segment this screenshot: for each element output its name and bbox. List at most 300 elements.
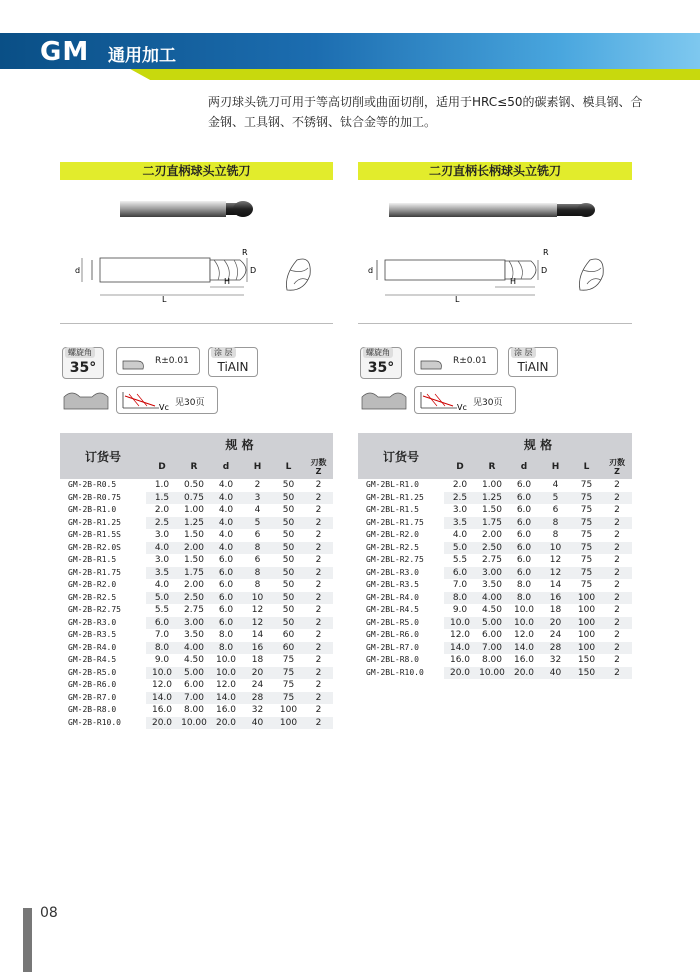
col-d-outer-r: D <box>444 455 476 479</box>
cutting-speed-chart-icon-r <box>417 388 469 412</box>
spec-cell: 5.00 <box>476 617 508 630</box>
spec-cell: 75 <box>571 504 602 517</box>
spec-cell: 12.0 <box>508 629 540 642</box>
spec-cell: 8 <box>242 542 273 555</box>
spec-cell: 75 <box>571 579 602 592</box>
order-code-cell: GM-2B-R6.0 <box>60 679 146 692</box>
table-row <box>358 479 632 492</box>
spec-cell: 2 <box>304 679 333 692</box>
spec-cell: 100 <box>273 704 304 717</box>
spec-cell: 2.75 <box>178 604 210 617</box>
spec-cell: 2 <box>602 579 632 592</box>
spec-cell: 14 <box>242 629 273 642</box>
table-row <box>60 542 333 555</box>
spec-cell: 8 <box>540 529 571 542</box>
spec-cell: 16 <box>242 642 273 655</box>
left-divider <box>60 323 333 324</box>
spec-cell: 4.00 <box>476 592 508 605</box>
teeth-z-label-r: Z <box>614 467 620 476</box>
order-code-cell: GM-2B-R1.5S <box>60 529 146 542</box>
coating-value-r: TiAIN <box>517 360 549 374</box>
spec-cell: 75 <box>273 654 304 667</box>
spec-cell: 8.0 <box>210 629 242 642</box>
spec-cell: 1.00 <box>178 504 210 517</box>
spec-cell: 10.00 <box>476 667 508 680</box>
order-code-cell: GM-2B-R4.0 <box>60 642 146 655</box>
spec-cell: 2 <box>304 717 333 730</box>
spec-cell: 16.0 <box>210 704 242 717</box>
spec-cell: 8.0 <box>210 642 242 655</box>
spec-cell: 24 <box>540 629 571 642</box>
spec-cell: 6.0 <box>508 479 540 492</box>
spec-cell: 150 <box>571 654 602 667</box>
spec-cell: 2 <box>304 592 333 605</box>
right-spec-table <box>358 433 632 679</box>
spec-cell: 9.0 <box>146 654 178 667</box>
spec-cell: 100 <box>571 617 602 630</box>
order-code-cell: GM-2B-R0.5 <box>60 479 146 492</box>
spec-cell: 12.0 <box>146 679 178 692</box>
spec-cell: 20.0 <box>146 717 178 730</box>
right-workpiece-icon <box>360 385 408 417</box>
spec-cell: 10.00 <box>178 717 210 730</box>
svg-text:Vc: Vc <box>457 403 467 412</box>
spec-cell: 8.0 <box>444 592 476 605</box>
spec-cell: 4.50 <box>476 604 508 617</box>
spec-cell: 10 <box>242 592 273 605</box>
table-row <box>60 504 333 517</box>
spec-cell: 4 <box>540 479 571 492</box>
spec-cell: 2 <box>304 554 333 567</box>
col-teeth <box>304 455 333 479</box>
spec-cell: 75 <box>571 542 602 555</box>
spec-cell: 50 <box>273 592 304 605</box>
spec-cell: 6 <box>242 554 273 567</box>
tolerance-value-r: R±0.01 <box>453 356 487 366</box>
order-code-cell: GM-2B-R0.75 <box>60 492 146 505</box>
spec-cell: 60 <box>273 642 304 655</box>
spec-cell: 0.50 <box>178 479 210 492</box>
order-code-cell: GM-2B-R3.0 <box>60 617 146 630</box>
spec-cell: 8 <box>540 517 571 530</box>
spec-cell: 20.0 <box>508 667 540 680</box>
order-no-header: 订货号 <box>60 433 146 479</box>
spec-cell: 2.50 <box>476 542 508 555</box>
spec-cell: 14.0 <box>508 642 540 655</box>
order-code-cell: GM-2B-R3.5 <box>60 629 146 642</box>
spec-cell: 6.0 <box>210 617 242 630</box>
right-dimension-drawing <box>355 240 615 314</box>
table-row <box>358 554 632 567</box>
order-code-cell: GM-2BL-R4.5 <box>358 604 444 617</box>
spec-cell: 6.0 <box>210 554 242 567</box>
spec-cell: 4.0 <box>210 492 242 505</box>
spec-cell: 18 <box>540 604 571 617</box>
spec-cell: 16.0 <box>508 654 540 667</box>
table-row <box>358 667 632 680</box>
coating-value: TiAIN <box>217 360 249 374</box>
right-helix-angle-badge <box>360 347 402 379</box>
spec-cell: 2.5 <box>444 492 476 505</box>
spec-cell: 100 <box>571 604 602 617</box>
spec-cell: 3.0 <box>444 504 476 517</box>
spec-cell: 2 <box>304 692 333 705</box>
left-workpiece-icon <box>62 385 110 417</box>
spec-cell: 50 <box>273 492 304 505</box>
coating-label-r: 涂 层 <box>511 347 536 358</box>
order-code-cell: GM-2BL-R2.75 <box>358 554 444 567</box>
col-d-outer: D <box>146 455 178 479</box>
spec-cell: 2 <box>304 654 333 667</box>
spec-cell: 2 <box>602 654 632 667</box>
spec-cell: 75 <box>273 679 304 692</box>
table-row <box>60 692 333 705</box>
order-code-cell: GM-2B-R8.0 <box>60 704 146 717</box>
spec-cell: 6.0 <box>210 567 242 580</box>
order-code-cell: GM-2B-R2.5 <box>60 592 146 605</box>
helix-angle-label: 螺旋角 <box>65 347 95 358</box>
spec-cell: 4.0 <box>210 479 242 492</box>
spec-cell: 2.0 <box>444 479 476 492</box>
spec-cell: 100 <box>273 717 304 730</box>
table-row <box>60 604 333 617</box>
spec-cell: 14.0 <box>146 692 178 705</box>
table-row <box>358 492 632 505</box>
order-no-header-r: 订货号 <box>358 433 444 479</box>
spec-cell: 4.50 <box>178 654 210 667</box>
spec-cell: 2 <box>304 517 333 530</box>
spec-cell: 6.0 <box>146 617 178 630</box>
spec-cell: 50 <box>273 567 304 580</box>
order-code-cell: GM-2B-R1.75 <box>60 567 146 580</box>
spec-cell: 5 <box>540 492 571 505</box>
spec-cell: 2 <box>304 504 333 517</box>
spec-cell: 8 <box>242 567 273 580</box>
spec-cell: 1.75 <box>476 517 508 530</box>
order-code-cell: GM-2B-R10.0 <box>60 717 146 730</box>
spec-cell: 75 <box>273 692 304 705</box>
table-row <box>60 529 333 542</box>
spec-cell: 6.00 <box>476 629 508 642</box>
dim-label-d-shank-r: d <box>368 266 374 275</box>
spec-cell: 2 <box>602 479 632 492</box>
header-accent-stripe <box>0 69 700 80</box>
see-page-ref-r: 见30页 <box>473 398 503 408</box>
spec-cell: 2 <box>602 542 632 555</box>
teeth-z-label: Z <box>315 467 322 476</box>
left-spec-table <box>60 433 333 729</box>
spec-cell: 2 <box>304 617 333 630</box>
left-tool-photo <box>110 190 260 234</box>
spec-cell: 4.0 <box>210 504 242 517</box>
order-code-cell: GM-2BL-R1.0 <box>358 479 444 492</box>
spec-cell: 4.0 <box>444 529 476 542</box>
spec-cell: 150 <box>571 667 602 680</box>
spec-cell: 2 <box>304 579 333 592</box>
spec-cell: 10.0 <box>146 667 178 680</box>
spec-cell: 8.00 <box>178 704 210 717</box>
spec-cell: 18 <box>242 654 273 667</box>
spec-cell: 10.0 <box>444 617 476 630</box>
spec-cell: 6.00 <box>178 679 210 692</box>
spec-cell: 5.00 <box>178 667 210 680</box>
tolerance-value: R±0.01 <box>155 356 189 366</box>
order-code-cell: GM-2B-R1.25 <box>60 517 146 530</box>
table-row <box>60 517 333 530</box>
spec-cell: 1.0 <box>146 479 178 492</box>
spec-cell: 5.0 <box>444 542 476 555</box>
spec-cell: 14 <box>540 579 571 592</box>
spec-cell: 2 <box>602 642 632 655</box>
spec-cell: 3.50 <box>178 629 210 642</box>
spec-cell: 16.0 <box>444 654 476 667</box>
table-row <box>358 579 632 592</box>
spec-cell: 6.0 <box>508 504 540 517</box>
spec-cell: 8.0 <box>508 579 540 592</box>
spec-cell: 0.75 <box>178 492 210 505</box>
spec-cell: 4.0 <box>146 542 178 555</box>
spec-cell: 12 <box>242 604 273 617</box>
table-row <box>358 604 632 617</box>
spec-cell: 2 <box>602 667 632 680</box>
order-code-cell: GM-2B-R1.0 <box>60 504 146 517</box>
dim-label-d-outer-r: D <box>541 266 548 275</box>
spec-cell: 75 <box>273 667 304 680</box>
ball-radius-icon-r <box>417 349 447 373</box>
left-coating-badge <box>208 347 258 377</box>
spec-cell: 2.00 <box>178 542 210 555</box>
left-cutting-data-badge <box>116 386 218 414</box>
spec-cell: 14.0 <box>444 642 476 655</box>
right-spec-body <box>358 479 632 679</box>
dim-label-l: L <box>162 295 167 304</box>
table-row <box>358 642 632 655</box>
col-l-r: L <box>571 455 602 479</box>
left-dimension-drawing <box>72 240 332 314</box>
page-marker-bar <box>23 908 32 972</box>
spec-cell: 2 <box>304 567 333 580</box>
spec-cell: 32 <box>242 704 273 717</box>
spec-cell: 2 <box>304 629 333 642</box>
spec-cell: 3.00 <box>178 617 210 630</box>
spec-cell: 2 <box>304 479 333 492</box>
spec-cell: 2 <box>304 667 333 680</box>
table-row <box>60 479 333 492</box>
spec-cell: 20.0 <box>210 717 242 730</box>
spec-cell: 1.50 <box>178 529 210 542</box>
table-row <box>60 592 333 605</box>
spec-cell: 10.0 <box>210 654 242 667</box>
table-row <box>60 679 333 692</box>
order-code-cell: GM-2BL-R5.0 <box>358 617 444 630</box>
spec-cell: 50 <box>273 479 304 492</box>
spec-cell: 3.0 <box>146 529 178 542</box>
spec-cell: 50 <box>273 604 304 617</box>
order-code-cell: GM-2B-R1.5 <box>60 554 146 567</box>
table-row <box>358 567 632 580</box>
spec-cell: 5.5 <box>146 604 178 617</box>
col-l: L <box>273 455 304 479</box>
col-r-r: R <box>476 455 508 479</box>
spec-cell: 75 <box>571 567 602 580</box>
helix-angle-label-r: 螺旋角 <box>363 347 393 358</box>
order-code-cell: GM-2BL-R3.0 <box>358 567 444 580</box>
spec-cell: 7.0 <box>146 629 178 642</box>
intro-text: 两刃球头铣刀可用于等高切削或曲面切削，适用于HRC≤50的碳素钢、模具钢、合金钢、工具钢、不锈钢、钛合金等的加工。 <box>208 95 643 129</box>
spec-cell: 60 <box>273 629 304 642</box>
spec-cell: 20.0 <box>444 667 476 680</box>
table-row <box>358 529 632 542</box>
spec-cell: 50 <box>273 617 304 630</box>
spec-cell: 7.00 <box>476 642 508 655</box>
order-code-cell: GM-2B-R2.0S <box>60 542 146 555</box>
order-code-cell: GM-2BL-R2.0 <box>358 529 444 542</box>
spec-cell: 3.0 <box>146 554 178 567</box>
spec-cell: 5.0 <box>146 592 178 605</box>
right-coating-badge <box>508 347 558 377</box>
spec-cell: 6.0 <box>210 579 242 592</box>
spec-cell: 6.0 <box>508 492 540 505</box>
right-section-title: 二刃直柄长柄球头立铣刀 <box>358 162 632 180</box>
spec-cell: 75 <box>571 554 602 567</box>
spec-cell: 3.50 <box>476 579 508 592</box>
left-tolerance-badge <box>116 347 200 375</box>
spec-cell: 50 <box>273 504 304 517</box>
spec-cell: 8 <box>242 579 273 592</box>
spec-cell: 16 <box>540 592 571 605</box>
spec-cell: 2 <box>304 529 333 542</box>
spec-cell: 2 <box>304 604 333 617</box>
spec-cell: 2 <box>602 617 632 630</box>
dim-label-r-r: R <box>543 248 549 257</box>
spec-cell: 4.0 <box>146 579 178 592</box>
order-code-cell: GM-2B-R5.0 <box>60 667 146 680</box>
order-code-cell: GM-2BL-R8.0 <box>358 654 444 667</box>
spec-cell: 2 <box>602 504 632 517</box>
order-code-cell: GM-2BL-R6.0 <box>358 629 444 642</box>
svg-text:Vc: Vc <box>159 403 169 412</box>
table-row <box>60 554 333 567</box>
spec-cell: 75 <box>571 517 602 530</box>
spec-cell: 2.0 <box>146 504 178 517</box>
spec-cell: 4.0 <box>210 542 242 555</box>
spec-cell: 6.0 <box>508 554 540 567</box>
order-code-cell: GM-2B-R7.0 <box>60 692 146 705</box>
table-row <box>358 542 632 555</box>
table-row <box>358 654 632 667</box>
spec-cell: 2 <box>602 604 632 617</box>
right-cutting-data-badge <box>414 386 516 414</box>
spec-cell: 2 <box>602 592 632 605</box>
spec-cell: 2 <box>304 492 333 505</box>
helix-angle-value-r: 35° <box>367 360 395 376</box>
col-h-r: H <box>540 455 571 479</box>
spec-cell: 10.0 <box>508 617 540 630</box>
spec-cell: 2.00 <box>476 529 508 542</box>
spec-cell: 2.75 <box>476 554 508 567</box>
spec-cell: 6.0 <box>508 567 540 580</box>
brand-title: GM <box>40 37 90 67</box>
left-helix-angle-badge <box>62 347 104 379</box>
spec-cell: 12 <box>540 554 571 567</box>
spec-cell: 6.0 <box>210 604 242 617</box>
spec-cell: 2 <box>602 567 632 580</box>
order-code-cell: GM-2BL-R3.5 <box>358 579 444 592</box>
spec-cell: 7.00 <box>178 692 210 705</box>
table-row <box>60 654 333 667</box>
spec-cell: 3 <box>242 492 273 505</box>
spec-cell: 50 <box>273 529 304 542</box>
spec-cell: 4.0 <box>210 517 242 530</box>
spec-cell: 100 <box>571 592 602 605</box>
spec-cell: 9.0 <box>444 604 476 617</box>
right-tolerance-badge <box>414 347 498 375</box>
spec-cell: 2 <box>602 529 632 542</box>
spec-cell: 3.00 <box>476 567 508 580</box>
spec-cell: 75 <box>571 479 602 492</box>
spec-cell: 1.50 <box>178 554 210 567</box>
spec-cell: 2 <box>304 642 333 655</box>
spec-cell: 32 <box>540 654 571 667</box>
spec-cell: 16.0 <box>146 704 178 717</box>
spec-cell: 12.0 <box>210 679 242 692</box>
spec-cell: 12 <box>540 567 571 580</box>
spec-cell: 40 <box>540 667 571 680</box>
spec-cell: 100 <box>571 629 602 642</box>
table-row <box>60 579 333 592</box>
table-row <box>60 642 333 655</box>
spec-cell: 6.0 <box>508 529 540 542</box>
spec-cell: 2 <box>304 542 333 555</box>
table-row <box>358 517 632 530</box>
spec-cell: 28 <box>242 692 273 705</box>
spec-cell: 2.00 <box>178 579 210 592</box>
spec-cell: 1.25 <box>178 517 210 530</box>
spec-cell: 4.00 <box>178 642 210 655</box>
col-d-shank-r: d <box>508 455 540 479</box>
spec-cell: 10.0 <box>210 667 242 680</box>
spec-cell: 2 <box>602 554 632 567</box>
coating-label: 涂 层 <box>211 347 236 358</box>
header-subtitle: 通用加工 <box>108 46 176 66</box>
dim-label-h-r: H <box>510 277 517 286</box>
right-tool-photo <box>385 190 605 234</box>
header-banner <box>0 33 700 69</box>
table-row <box>60 704 333 717</box>
spec-cell: 6.0 <box>210 592 242 605</box>
table-row <box>60 567 333 580</box>
spec-cell: 1.75 <box>178 567 210 580</box>
spec-header-r: 规 格 <box>444 433 632 455</box>
order-code-cell: GM-2B-R4.5 <box>60 654 146 667</box>
order-code-cell: GM-2BL-R1.25 <box>358 492 444 505</box>
left-spec-body <box>60 479 333 729</box>
spec-cell: 5 <box>242 517 273 530</box>
spec-cell: 50 <box>273 542 304 555</box>
order-code-cell: GM-2B-R2.0 <box>60 579 146 592</box>
order-code-cell: GM-2BL-R4.0 <box>358 592 444 605</box>
spec-cell: 8.0 <box>508 592 540 605</box>
spec-cell: 6.0 <box>508 542 540 555</box>
spec-cell: 6 <box>540 504 571 517</box>
spec-cell: 6 <box>242 529 273 542</box>
spec-cell: 50 <box>273 517 304 530</box>
teeth-label: 刃数 <box>310 458 327 467</box>
ball-radius-icon <box>119 349 149 373</box>
spec-cell: 24 <box>242 679 273 692</box>
spec-cell: 50 <box>273 554 304 567</box>
dim-label-d-shank: d <box>75 266 81 275</box>
